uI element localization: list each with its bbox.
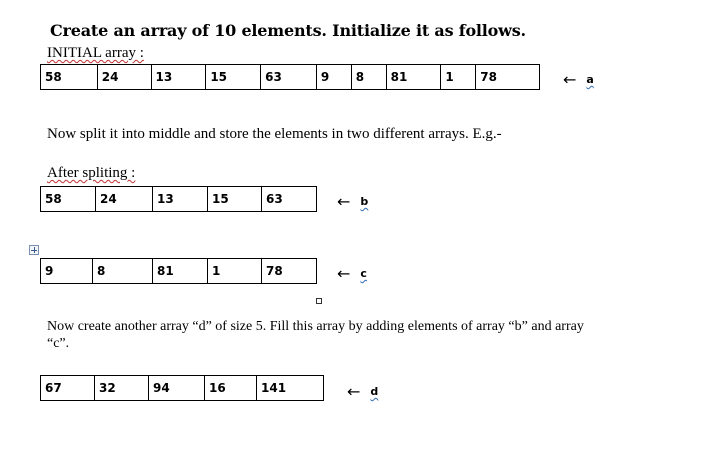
array-b-cell: 13	[153, 187, 208, 211]
initial-array-label	[47, 45, 144, 62]
array-c-cell: 9	[41, 259, 93, 283]
array-a-cell: 15	[206, 65, 261, 89]
array-a-cell: 24	[98, 65, 152, 89]
array-a	[40, 64, 540, 90]
array-c-cell: 1	[208, 259, 262, 283]
array-a-cell: 13	[152, 65, 207, 89]
array-a-name: a	[586, 73, 594, 86]
array-c-cell: 81	[153, 259, 208, 283]
left-arrow-icon: ←	[563, 70, 577, 89]
split-instruction: Now split it into middle and store the elements in two different arrays. E.g.-	[47, 126, 502, 142]
array-d-name: d	[370, 385, 379, 398]
array-d-cell: 67	[41, 376, 95, 400]
array-c-pointer	[337, 264, 367, 283]
initial-label-text: INITIAL array :	[47, 45, 144, 61]
array-c-cell: 8	[93, 259, 153, 283]
array-c-name: c	[360, 267, 367, 280]
array-a-cell: 63	[261, 65, 317, 89]
array-a-cell: 1	[441, 65, 476, 89]
left-arrow-icon: ←	[337, 264, 351, 283]
array-b-cell: 15	[208, 187, 262, 211]
table-move-handle-icon[interactable]	[29, 245, 39, 255]
after-label-text: After spliting :	[47, 165, 136, 181]
array-b-cell: 58	[41, 187, 96, 211]
left-arrow-icon: ←	[347, 382, 361, 401]
array-d-cell: 141	[261, 381, 287, 395]
array-b	[40, 186, 317, 212]
after-splitting-label	[47, 165, 135, 182]
array-a-cell: 9	[317, 65, 352, 89]
array-d	[40, 375, 324, 401]
array-d-cell: 94	[149, 376, 205, 400]
array-a-cell: 8	[352, 65, 387, 89]
array-a-cell: 58	[41, 65, 98, 89]
array-d-cell: 16	[205, 376, 257, 400]
array-c-cell: 78	[266, 264, 283, 278]
page-title: Create an array of 10 elements. Initialize it as follows.	[50, 21, 526, 40]
array-a-cell: 81	[387, 65, 442, 89]
array-c	[40, 258, 317, 284]
array-b-cell: 24	[96, 187, 153, 211]
array-d-cell: 32	[95, 376, 149, 400]
array-b-name: b	[360, 195, 369, 208]
array-b-cell: 63	[266, 192, 283, 206]
left-arrow-icon: ←	[337, 192, 351, 211]
array-d-pointer	[347, 382, 378, 401]
array-a-cell: 78	[480, 70, 497, 84]
array-b-pointer	[337, 192, 368, 211]
create-instruction-continued: “c”.	[47, 336, 70, 351]
table-resize-handle-icon[interactable]	[316, 298, 322, 304]
create-instruction: Now create another array “d” of size 5. Fill this array by adding elements of array “b” and array	[47, 319, 584, 334]
array-a-pointer	[563, 70, 594, 89]
